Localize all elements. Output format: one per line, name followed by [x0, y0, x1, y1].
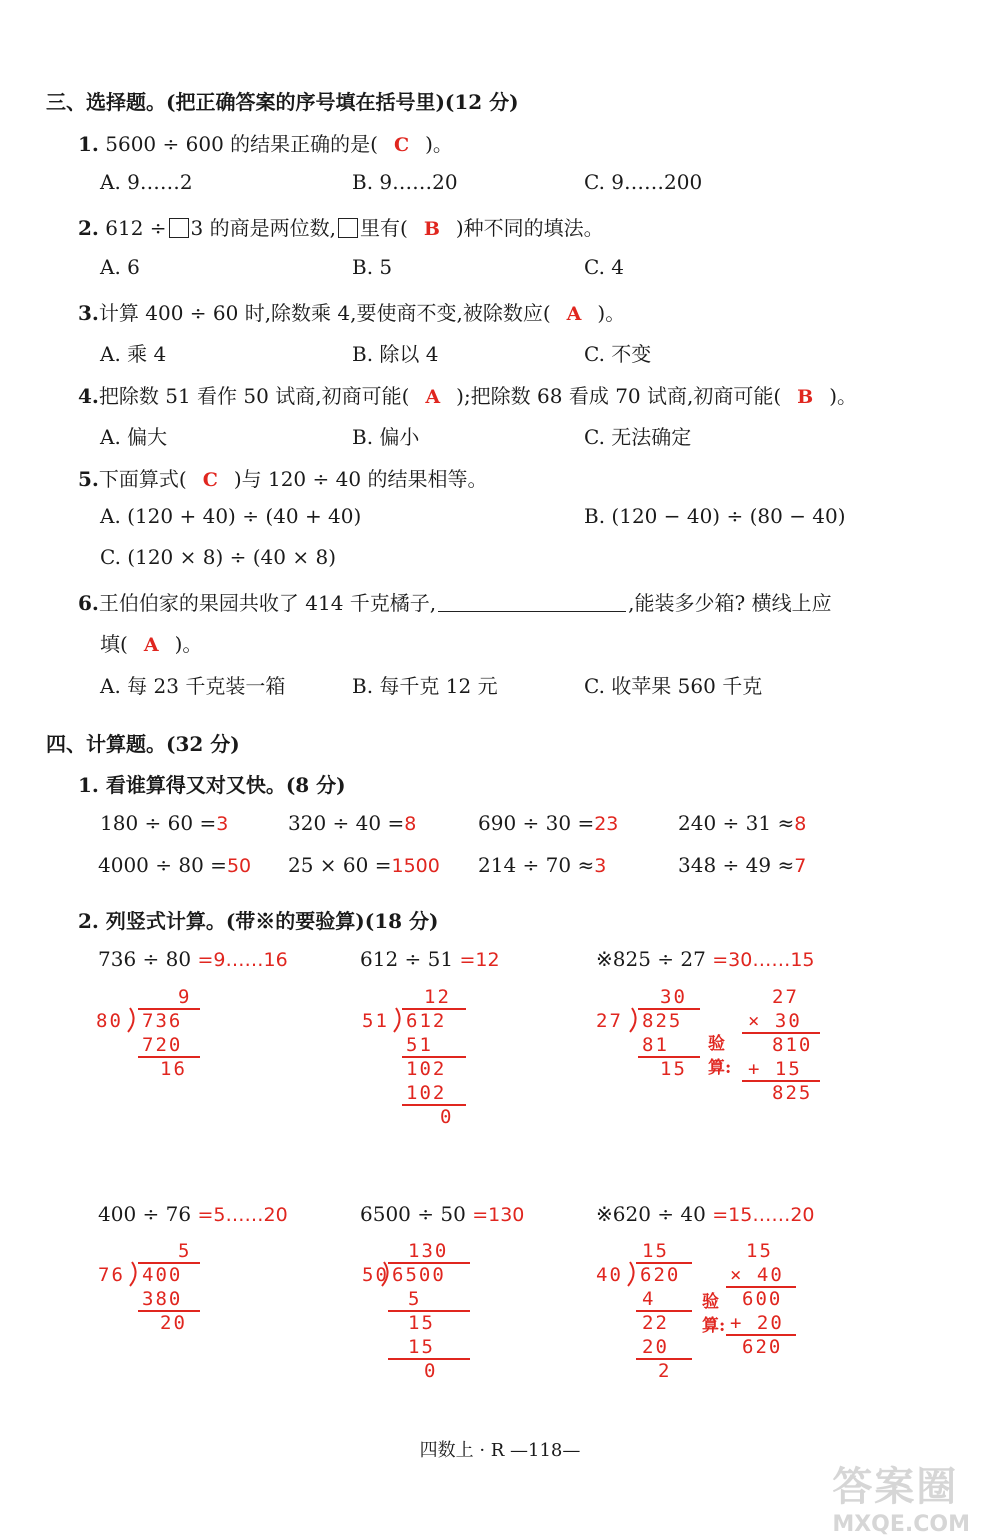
calc-item: 214 ÷ 70 ≈3	[478, 853, 607, 877]
question-1: 1. 5600 ÷ 600 的结果正确的是( C )。	[78, 132, 453, 156]
part2-title: 2. 列竖式计算。(带※的要验算)(18 分)	[78, 909, 439, 933]
calc-item: 348 ÷ 49 ≈7	[678, 853, 807, 877]
option-6a: A. 每 23 千克装一箱	[100, 674, 286, 698]
calc-item: 320 ÷ 40 =8	[288, 811, 417, 835]
option-6c: C. 收苹果 560 千克	[584, 674, 763, 698]
option-3a: A. 乘 4	[100, 342, 167, 366]
section3-title: 三、选择题。(把正确答案的序号填在括号里)(12 分)	[46, 90, 519, 114]
answer-2: B	[423, 218, 440, 240]
vertical-problem-5: 6500 ÷ 50 =130	[360, 1202, 525, 1226]
answer-1: C	[393, 134, 410, 156]
option-5b: B. (120 − 40) ÷ (80 − 40)	[584, 504, 846, 528]
answer-3: A	[566, 303, 582, 325]
option-1a: A. 9……2	[100, 170, 193, 194]
part1-title: 1. 看谁算得又对又快。(8 分)	[78, 773, 346, 797]
question-6-cont: 填( A )。	[100, 632, 203, 656]
vertical-problem-2: 612 ÷ 51 =12	[360, 947, 500, 971]
answer-4b: B	[797, 386, 814, 408]
watermark-logo: 答案圈 MXQE.COM	[832, 1464, 970, 1537]
question-4: 4.把除数 51 看作 50 试商,初商可能( A );把除数 68 看成 70 试商,初商可能( B )。	[78, 384, 858, 408]
vertical-problem-4: 400 ÷ 76 =5……20	[98, 1202, 288, 1226]
option-5c: C. (120 × 8) ÷ (40 × 8)	[100, 545, 337, 569]
answer-5: C	[202, 469, 218, 491]
option-2a: A. 6	[100, 255, 140, 279]
question-5: 5.下面算式( C )与 120 ÷ 40 的结果相等。	[78, 467, 488, 491]
vertical-problem-6: ※620 ÷ 40 =15……20	[596, 1202, 815, 1226]
section4-title: 四、计算题。(32 分)	[46, 732, 240, 756]
blank-box	[338, 218, 358, 238]
question-2: 2. 612 ÷ 3 的商是两位数, 里有( B )种不同的填法。	[78, 216, 604, 240]
option-3b: B. 除以 4	[352, 342, 439, 366]
calc-item: 240 ÷ 31 ≈8	[678, 811, 807, 835]
calc-item: 4000 ÷ 80 =50	[98, 853, 252, 877]
question-6: 6.王伯伯家的果园共收了 414 千克橘子, ,能装多少箱? 横线上应	[78, 591, 832, 615]
option-4b: B. 偏小	[352, 425, 420, 449]
page-footer: 四数上 · R —118—	[419, 1440, 581, 1461]
option-2c: C. 4	[584, 255, 625, 279]
calc-item: 25 × 60 =1500	[288, 853, 440, 877]
option-1b: B. 9……20	[352, 170, 458, 194]
option-3c: C. 不变	[584, 342, 652, 366]
vertical-problem-1: 736 ÷ 80 =9……16	[98, 947, 288, 971]
vertical-problem-3: ※825 ÷ 27 =30……15	[596, 947, 815, 971]
blank-box	[169, 218, 189, 238]
fill-line	[438, 611, 626, 612]
option-4a: A. 偏大	[100, 425, 168, 449]
option-5a: A. (120 + 40) ÷ (40 + 40)	[100, 504, 362, 528]
option-6b: B. 每千克 12 元	[352, 674, 498, 698]
option-2b: B. 5	[352, 255, 393, 279]
answer-4a: A	[425, 386, 441, 408]
option-1c: C. 9……200	[584, 170, 703, 194]
question-3: 3.计算 400 ÷ 60 时,除数乘 4,要使商不变,被除数应( A )。	[78, 301, 626, 325]
calc-item: 690 ÷ 30 =23	[478, 811, 619, 835]
option-4c: C. 无法确定	[584, 425, 692, 449]
calc-item: 180 ÷ 60 =3	[100, 811, 229, 835]
answer-6: A	[143, 634, 159, 656]
